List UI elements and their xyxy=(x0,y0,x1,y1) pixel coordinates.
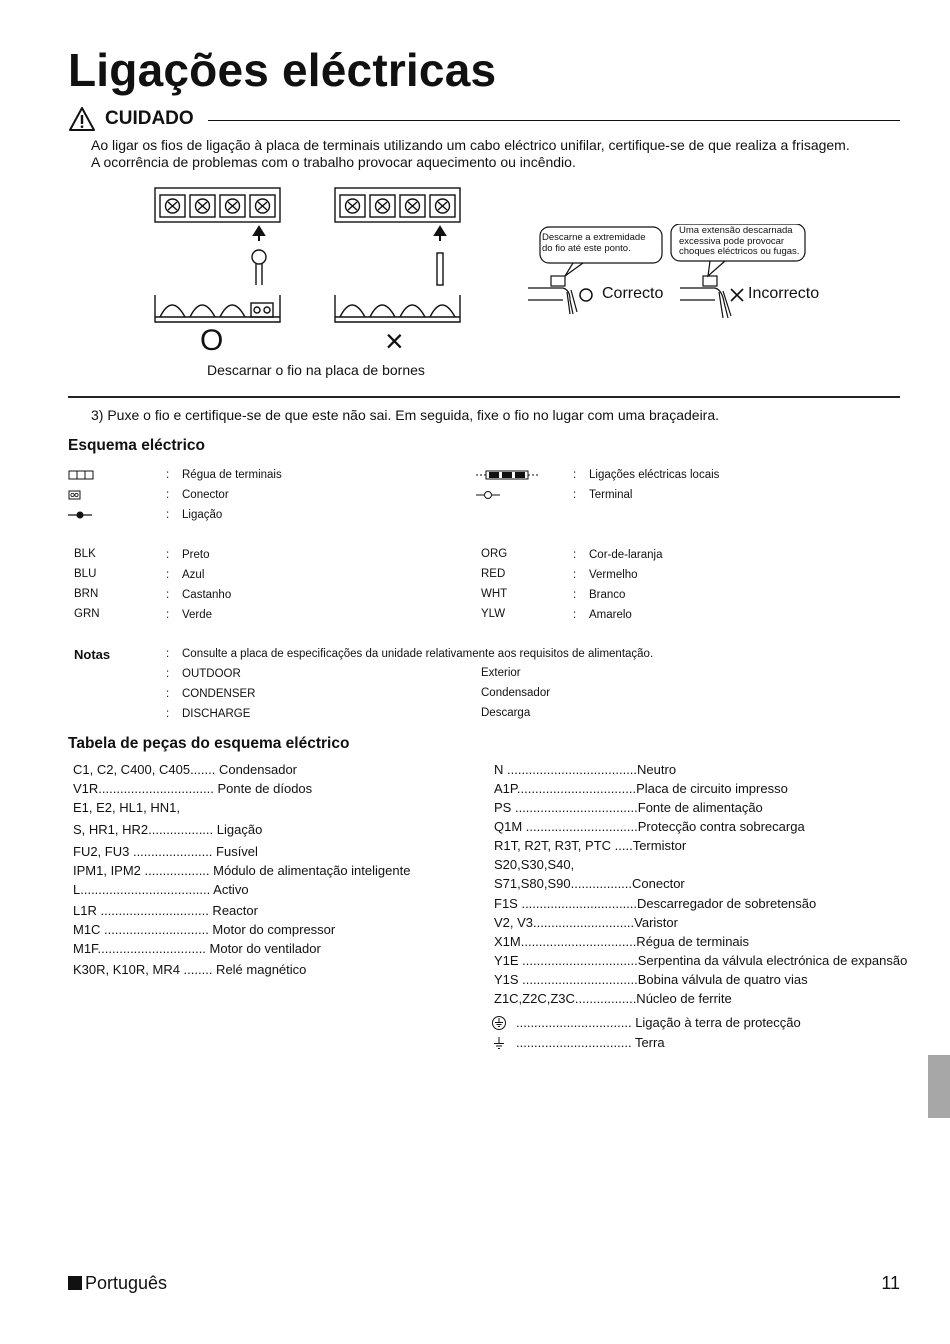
footer-language-label: Português xyxy=(85,1273,168,1293)
color-code: BLK xyxy=(74,548,96,560)
parts-item: E1, E2, HL1, HN1, xyxy=(73,800,180,815)
caution-rule xyxy=(208,120,900,121)
notes-term: OUTDOOR xyxy=(182,668,241,680)
page-title: Ligações eléctricas xyxy=(68,44,497,96)
legend-text: Régua de terminais xyxy=(182,469,282,481)
section-divider xyxy=(68,396,900,398)
parts-item: L.................................... Activo xyxy=(73,882,249,897)
field-wiring-icon xyxy=(476,470,538,480)
parts-item: Z1C,Z2C,Z3C.................Núcleo de ferrite xyxy=(494,991,732,1006)
color-code: YLW xyxy=(481,608,506,620)
parts-item: PS ..................................Fonte de alimentação xyxy=(494,800,763,815)
parts-item: S, HR1, HR2.................. Ligação xyxy=(73,822,263,837)
incorrect-cross-icon xyxy=(729,287,745,303)
parts-item: V2, V3............................Varistor xyxy=(494,915,678,930)
bubble-right-line: excessiva pode provocar xyxy=(679,235,785,247)
legend-text: Conector xyxy=(182,489,229,501)
protective-earth-icon xyxy=(491,1015,507,1031)
color-code: BLU xyxy=(74,568,97,580)
bubble-left-line: Descarne a extremidade xyxy=(542,232,646,243)
notes-term: DISCHARGE xyxy=(182,708,251,720)
side-tab xyxy=(928,1055,950,1118)
page-number: 11 xyxy=(881,1273,900,1293)
correct-circle-icon xyxy=(578,287,594,303)
incorrect-label: Incorrecto xyxy=(748,285,820,302)
bubble-left xyxy=(542,232,646,254)
color-code: BRN xyxy=(74,588,99,600)
parts-item: Q1M ...............................Protecção contra sobrecarga xyxy=(494,819,805,834)
wire-joint-icon xyxy=(68,509,92,521)
parts-item: FU2, FU3 ...................... Fusível xyxy=(73,844,258,859)
color-name: Castanho xyxy=(182,589,232,601)
bubble-right-line: Uma extensão descarnada xyxy=(679,225,793,236)
color-code: GRN xyxy=(74,608,100,620)
figure-caption: Descarnar o fio na placa de bornes xyxy=(207,362,425,378)
color-name: Cor-de-laranja xyxy=(589,549,663,561)
parts-item: F1S ................................Descarregador de sobretensão xyxy=(494,896,817,911)
notes-meaning: Condensador xyxy=(481,687,551,699)
color-name: Branco xyxy=(589,589,626,601)
color-name: Verde xyxy=(182,609,213,621)
color-code: RED xyxy=(481,568,506,580)
color-name: Preto xyxy=(182,549,210,561)
parts-item: R1T, R2T, R3T, PTC .....Termistor xyxy=(494,838,687,853)
parts-item: S20,S30,S40, xyxy=(494,857,575,872)
warning-triangle-icon xyxy=(68,106,96,132)
parts-item: C1, C2, C400, C405....... Condensador xyxy=(73,762,298,777)
caution-header xyxy=(68,106,900,134)
legend-text: Ligação xyxy=(182,509,223,521)
connector-icon xyxy=(68,490,82,500)
color-name: Amarelo xyxy=(589,609,632,621)
parts-item: L1R .............................. Reactor xyxy=(73,903,258,918)
footer-language xyxy=(68,1273,167,1294)
parts-item: ................................ Ligação à terra de protecção xyxy=(516,1015,801,1030)
color-name: Vermelho xyxy=(589,569,638,581)
color-name: Azul xyxy=(182,569,205,581)
schema-heading: Esquema eléctrico xyxy=(68,437,205,454)
caution-text-line-2: A ocorrência de problemas com o trabalho provocar aquecimento ou incêndio. xyxy=(91,154,576,170)
parts-item: N ....................................Neutro xyxy=(494,762,677,777)
legend-text: Terminal xyxy=(589,489,633,501)
terminal-icon xyxy=(476,489,500,501)
caution-label: CUIDADO xyxy=(105,108,194,129)
bubble-left-line: do fio até este ponto. xyxy=(542,243,631,254)
color-code: WHT xyxy=(481,588,508,600)
parts-item: A1P.................................Placa de circuito impresso xyxy=(494,781,788,796)
notes-label: Notas xyxy=(74,647,111,662)
parts-item: X1M................................Régua de terminais xyxy=(494,934,750,949)
parts-item: M1C ............................. Motor do compressor xyxy=(73,922,336,937)
color-code: ORG xyxy=(481,548,508,560)
legend-text: Ligações eléctricas locais xyxy=(589,469,720,481)
parts-item: M1F.............................. Motor do ventilador xyxy=(73,941,321,956)
notes-text: Consulte a placa de especificações da unidade relativamente aos requisitos de alimentação. xyxy=(182,648,654,660)
terminal-block-figure xyxy=(150,185,470,360)
parts-item: V1R................................ Ponte de díodos xyxy=(73,781,313,796)
parts-item: K30R, K10R, MR4 ........ Relé magnético xyxy=(73,962,307,977)
parts-item: Y1S ................................Bobina válvula de quatro vias xyxy=(494,972,808,987)
parts-item: Y1E ................................Serpentina da válvula electrónica de expansão xyxy=(494,953,908,968)
step-3-text: 3) Puxe o fio e certifique-se de que este não sai. Em seguida, fixe o fio no lugar com uma braçadeira. xyxy=(91,407,720,423)
correct-label: Correcto xyxy=(602,285,664,302)
bubble-right xyxy=(679,226,799,258)
caution-text-line-1: Ao ligar os fios de ligação à placa de terminais utilizando um cabo eléctrico unifilar, certifique-se de que realiza a frisagem. xyxy=(91,137,850,153)
parts-item: ................................ Terra xyxy=(516,1035,665,1050)
earth-icon xyxy=(491,1035,507,1051)
notes-meaning: Exterior xyxy=(481,667,521,679)
square-bullet-icon xyxy=(68,1276,82,1290)
parts-item: S71,S80,S90.................Conector xyxy=(494,876,685,891)
ok-symbol: O xyxy=(200,324,224,357)
terminal-strip-icon xyxy=(68,470,94,480)
ng-symbol: × xyxy=(385,323,404,359)
notes-meaning: Descarga xyxy=(481,707,531,719)
bubble-right-line: choques eléctricos ou fugas. xyxy=(679,246,800,257)
parts-item: IPM1, IPM2 .................. Módulo de alimentação inteligente xyxy=(73,863,411,878)
parts-heading: Tabela de peças do esquema eléctrico xyxy=(68,735,350,752)
notes-term: CONDENSER xyxy=(182,688,256,700)
